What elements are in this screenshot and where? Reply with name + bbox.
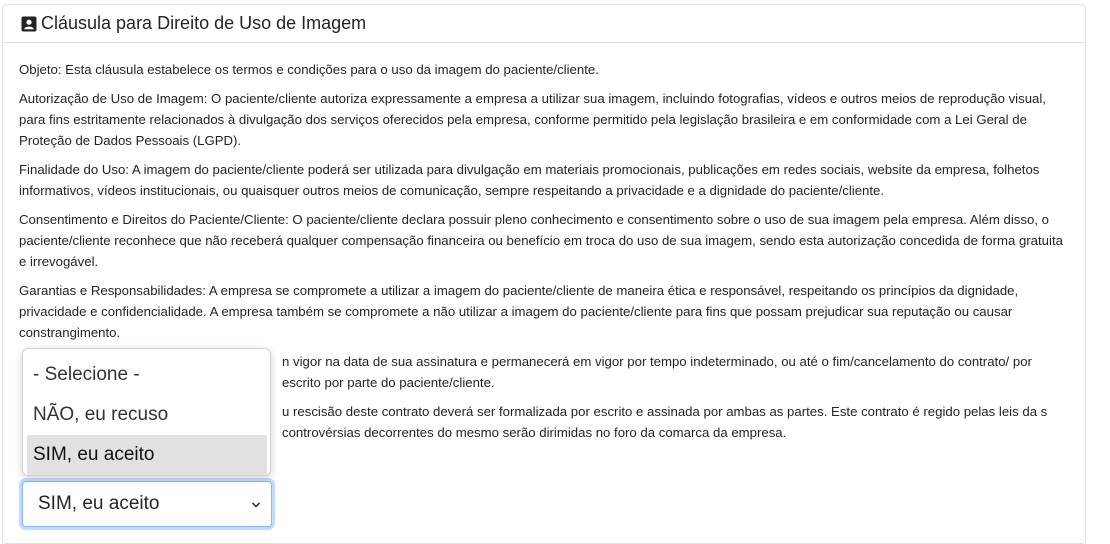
chevron-down-icon: [251, 496, 261, 510]
paragraph-autorizacao: Autorização de Uso de Imagem: O paciente/cliente autoriza expressamente a empresa a utilizar sua imagem, incluindo fotografias, vídeos e outros meios de reprodução visual, para fins estritamente relacionados à divulgação dos serviços oferecidos pela empresa, conforme permitido pela legislação brasileira e em conformidade com a Lei Geral de Proteção de Dados Pessoais (LGPD).: [19, 91, 1046, 148]
card-header: [3, 5, 1085, 43]
consent-dropdown-list: [22, 348, 271, 476]
paragraph-garantias: Garantias e Responsabilidades: A empresa se compromete a utilizar a imagem do paciente/cliente de maneira ética e responsável, respeitando os princípios da dignidade, privacidade e confidencialidade. A empresa também se compromete a não utilizar a imagem do paciente/cliente para fins que possam prejudicar sua reputação ou causar constrangimento.: [19, 283, 1019, 340]
option-nao-recuso[interactable]: NÃO, eu recuso: [33, 404, 169, 425]
paragraph-objeto: Objeto: Esta cláusula estabelece os termos e condições para o uso da imagem do paciente/cliente.: [19, 62, 599, 77]
consent-select-value: SIM, eu aceito: [38, 493, 160, 514]
paragraph-rescisao: u rescisão deste contrato deverá ser formalizada por escrito e assinada por ambas as partes. Este contrato é regido pelas leis da s controvérsias decorrentes do mesmo serão dirimidas no foro da comarca da empresa.: [282, 404, 1048, 440]
paragraph-vigencia: n vigor na data de sua assinatura e permanecerá em vigor por tempo indeterminado, ou até o fim/cancelamento do contrato/ por escrito por parte do paciente/cliente.: [282, 354, 1032, 390]
option-sim-aceito[interactable]: SIM, eu aceito: [27, 435, 267, 475]
consent-select[interactable]: [22, 481, 272, 527]
paragraph-consentimento: Consentimento e Direitos do Paciente/Cliente: O paciente/cliente declara possuir pleno conhecimento e consentimento sobre o uso de sua imagem pela empresa. Além disso, o paciente/cliente reconhece que não receberá qualquer compensação financeira ou benefício em troca do uso de sua imagem, sendo esta autorização concedida de forma gratuita e irrevogável.: [19, 212, 1063, 269]
image-icon: [21, 16, 37, 32]
card-title: Cláusula para Direito de Uso de Imagem: [41, 13, 367, 33]
option-selecione[interactable]: - Selecione -: [33, 364, 140, 385]
paragraph-finalidade: Finalidade do Uso: A imagem do paciente/cliente poderá ser utilizada para divulgação em materiais promocionais, publicações em redes sociais, website da empresa, folhetos informativos, vídeos institucionais, ou quaisquer outros meios de comunicação, sempre respeitando a privacidade e a dignidade do paciente/cliente.: [19, 162, 1040, 198]
